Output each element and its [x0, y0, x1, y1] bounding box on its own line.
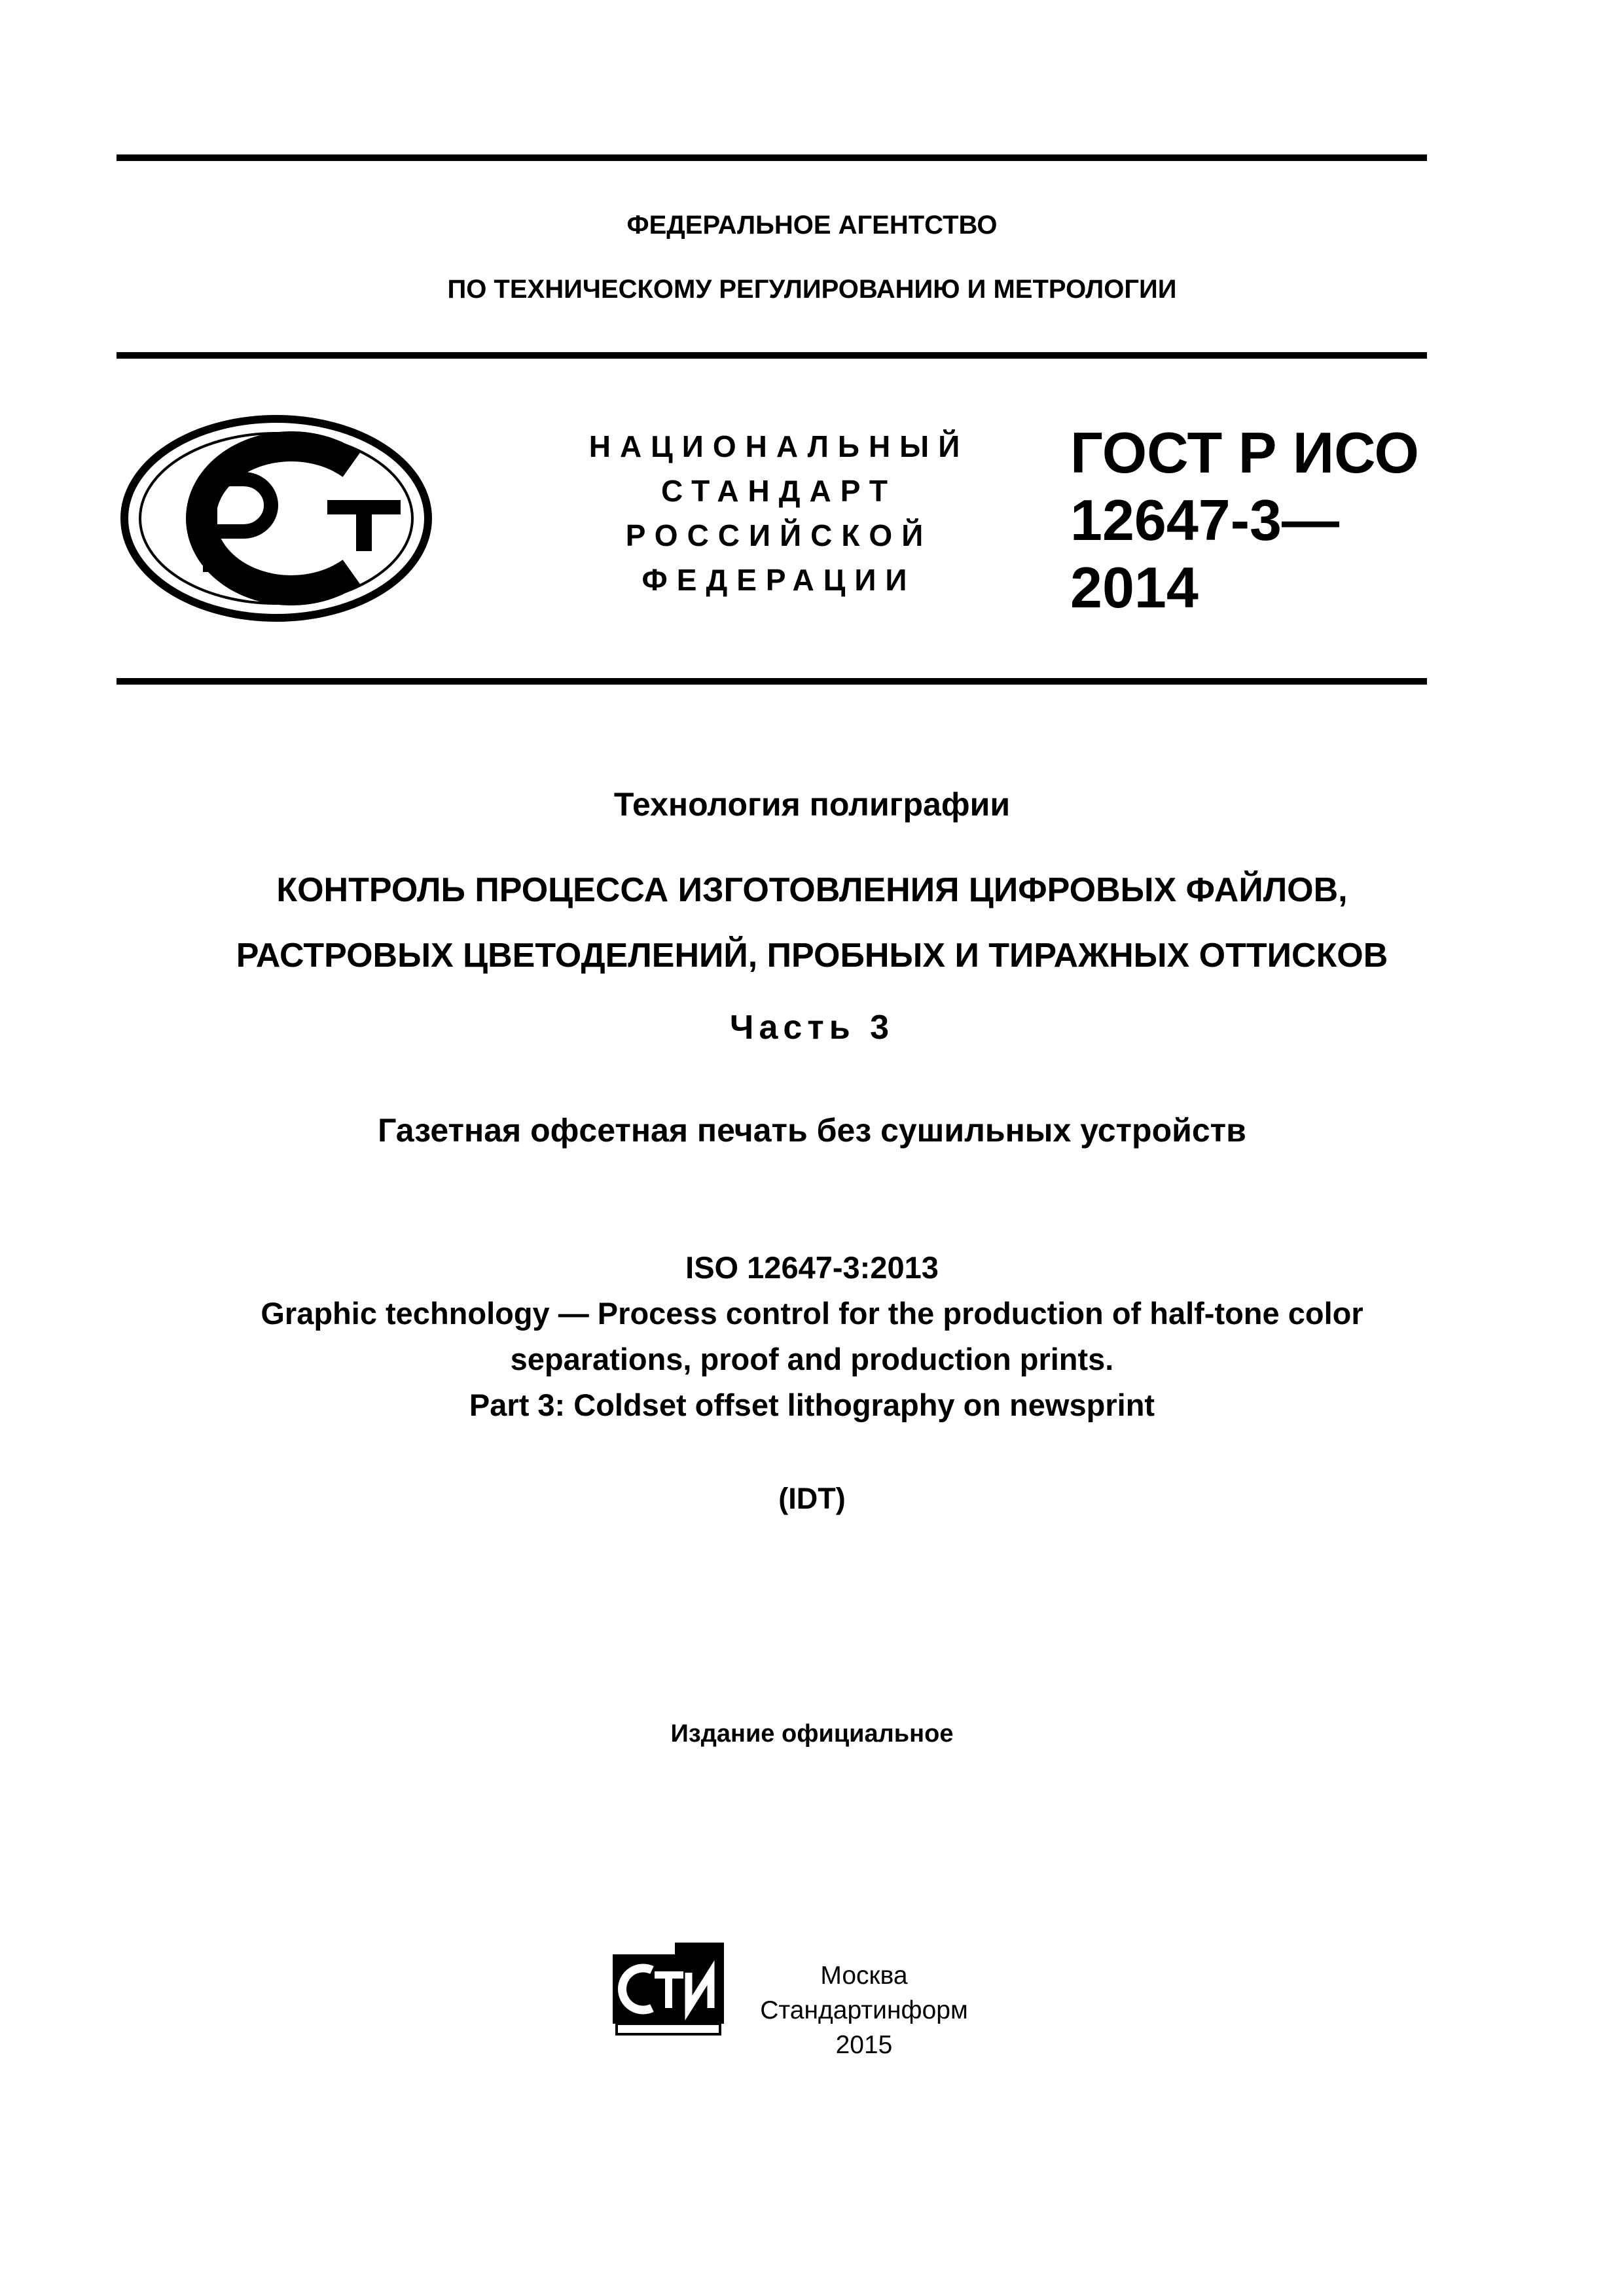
- header-rule: [117, 352, 1427, 359]
- publisher-block: [727, 1958, 1001, 2062]
- nat-line-4: ФЕДЕРАЦИИ: [641, 563, 916, 597]
- publisher-name: Стандартинформ: [760, 1996, 968, 2024]
- nat-line-2: СТАНДАРТ: [661, 474, 897, 508]
- designation-line-2: 12647-3—: [1070, 488, 1339, 552]
- top-rule: [117, 154, 1427, 161]
- designation-line-1: ГОСТ Р ИСО: [1070, 420, 1419, 485]
- iso-line-2: Graphic technology — Process control for the production of half-tone color: [261, 1296, 1363, 1331]
- standard-designation: [1070, 419, 1419, 621]
- agency-line-1: ФЕДЕРАЛЬНОЕ АГЕНТСТВО: [626, 211, 998, 240]
- main-title-line-1: КОНТРОЛЬ ПРОЦЕССА ИЗГОТОВЛЕНИЯ ЦИФРОВЫХ ФАЙЛОВ,: [276, 871, 1348, 909]
- nat-line-1: НАЦИОНАЛЬНЫЙ: [588, 429, 969, 463]
- identity-mark: (IDT): [778, 1482, 846, 1515]
- subtitle: Газетная офсетная печать без сушильных устройств: [378, 1112, 1246, 1149]
- iso-line-4: Part 3: Coldset offset lithography on newsprint: [469, 1388, 1155, 1422]
- nat-line-3: РОССИЙСКОЙ: [625, 518, 933, 552]
- designation-line-3: 2014: [1070, 555, 1199, 620]
- main-title-line-2: РАСТРОВЫХ ЦВЕТОДЕЛЕНИЙ, ПРОБНЫХ И ТИРАЖНЫХ ОТТИСКОВ: [236, 937, 1388, 975]
- iso-reference: [0, 1245, 1624, 1428]
- sti-logo-icon: [613, 1940, 724, 2038]
- national-standard-label: [517, 424, 1041, 602]
- publisher-city: Москва: [820, 1962, 908, 1990]
- agency-line-2: ПО ТЕХНИЧЕСКОМУ РЕГУЛИРОВАНИЮ И МЕТРОЛОГИИ: [447, 275, 1177, 304]
- iso-line-1: ISO 12647-3:2013: [685, 1250, 939, 1285]
- edition-label: Издание официальное: [670, 1720, 954, 1748]
- general-title: Технология полиграфии: [613, 786, 1011, 823]
- main-title: [0, 857, 1624, 988]
- rst-emblem-icon: [119, 414, 433, 623]
- designation-rule: [117, 678, 1427, 685]
- publisher-year: 2015: [835, 2031, 893, 2059]
- iso-line-3: separations, proof and production prints.: [510, 1342, 1114, 1376]
- part-title: Часть 3: [729, 1009, 895, 1047]
